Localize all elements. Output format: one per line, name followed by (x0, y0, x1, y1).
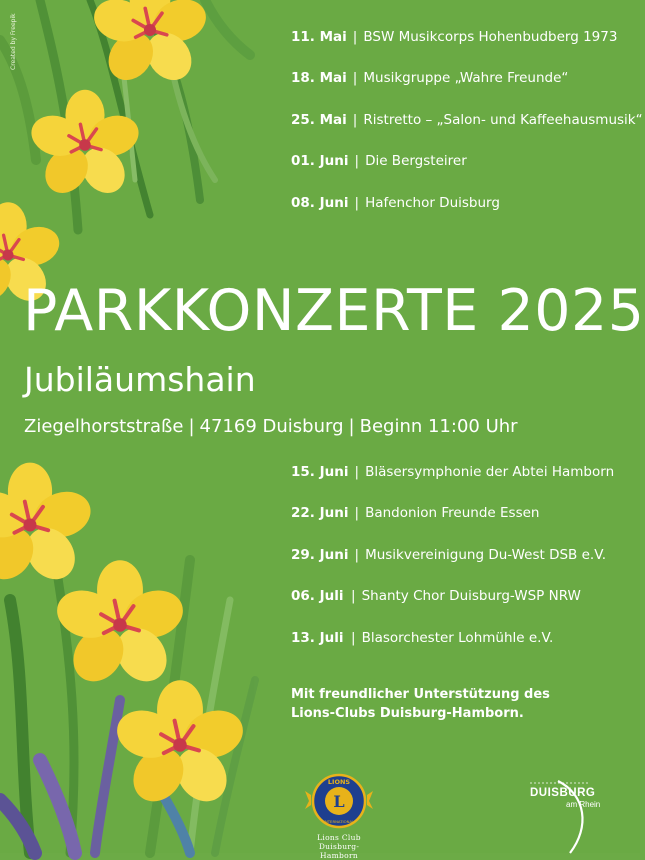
venue-address (24, 413, 518, 441)
start-time: Beginn 11:00 Uhr (359, 416, 518, 437)
schedule-item (291, 462, 614, 503)
venue-name: Jubiläumshain (24, 360, 256, 399)
poster-title: PARKKONZERTE 2025 (23, 278, 645, 344)
schedule-item (291, 151, 643, 192)
concert-act: Musikvereinigung Du-West DSB e.V. (365, 546, 606, 563)
separator: | (348, 416, 355, 437)
lions-club-emblem-icon (303, 773, 375, 829)
separator: | (354, 153, 360, 170)
schedule-item (291, 27, 643, 68)
separator: | (351, 588, 356, 605)
concert-date: 29. Juni (291, 546, 349, 563)
schedule-item (291, 545, 614, 586)
schedule-bottom (291, 462, 614, 669)
concert-act: Die Bergsteirer (365, 153, 467, 170)
lions-letter: L (333, 792, 345, 811)
concert-date: 06. Juli (291, 588, 344, 605)
concert-act: Bandonion Freunde Essen (365, 505, 540, 522)
concert-date: 08. Juni (291, 194, 349, 211)
concert-date: 13. Juli (291, 629, 344, 646)
concert-act: Shanty Chor Duisburg-WSP NRW (361, 588, 581, 605)
duisburg-city-logo (528, 775, 628, 853)
separator: | (188, 416, 195, 437)
city-name: DUISBURG (530, 787, 596, 799)
image-credit: Created by Freepik (10, 13, 17, 70)
separator: | (352, 70, 358, 87)
separator: | (354, 505, 360, 522)
schedule-item (291, 193, 643, 234)
concert-date: 01. Juni (291, 153, 349, 170)
schedule-item (291, 110, 643, 151)
lions-club-name: Lions Club (317, 833, 361, 842)
separator: | (351, 629, 356, 646)
concert-act: BSW Musikcorps Hohenbudberg 1973 (363, 29, 618, 45)
concert-act: Blasorchester Lohmühle e.V. (361, 629, 554, 646)
schedule-item (291, 503, 614, 544)
concert-act: Musikgruppe „Wahre Freunde“ (363, 70, 569, 87)
concert-date: 11. Mai (291, 29, 347, 45)
separator: | (352, 111, 358, 128)
street: Ziegelhorststraße (24, 416, 184, 437)
lions-club-logo (303, 773, 375, 860)
concert-act: Hafenchor Duisburg (365, 194, 500, 211)
concert-date: 25. Mai (291, 111, 347, 128)
concert-date: 22. Juni (291, 505, 349, 522)
concert-act: Ristretto – „Salon- und Kaffeehausmusik“ (363, 111, 643, 128)
schedule-top (291, 27, 643, 234)
separator: | (354, 546, 360, 563)
schedule-item (291, 586, 614, 627)
sponsor-line: Lions-Clubs Duisburg-Hamborn. (291, 706, 524, 721)
lions-club-city: Duisburg-Hamborn (318, 842, 360, 860)
concert-date: 18. Mai (291, 70, 347, 87)
schedule-item (291, 628, 614, 669)
concert-act: Bläsersymphonie der Abtei Hamborn (365, 464, 615, 480)
separator: | (352, 29, 358, 45)
separator: | (354, 464, 360, 480)
city-subtitle: am Rhein (566, 800, 601, 809)
separator: | (354, 194, 360, 211)
sponsor-note (291, 685, 550, 723)
lions-bottom-word: INTERNATIONAL (323, 819, 355, 824)
city: 47169 Duisburg (199, 416, 344, 437)
lions-top-word: LIONS (327, 778, 351, 786)
concert-date: 15. Juni (291, 464, 349, 480)
sponsor-line: Mit freundlicher Unterstützung des (291, 687, 550, 702)
schedule-item (291, 68, 643, 109)
